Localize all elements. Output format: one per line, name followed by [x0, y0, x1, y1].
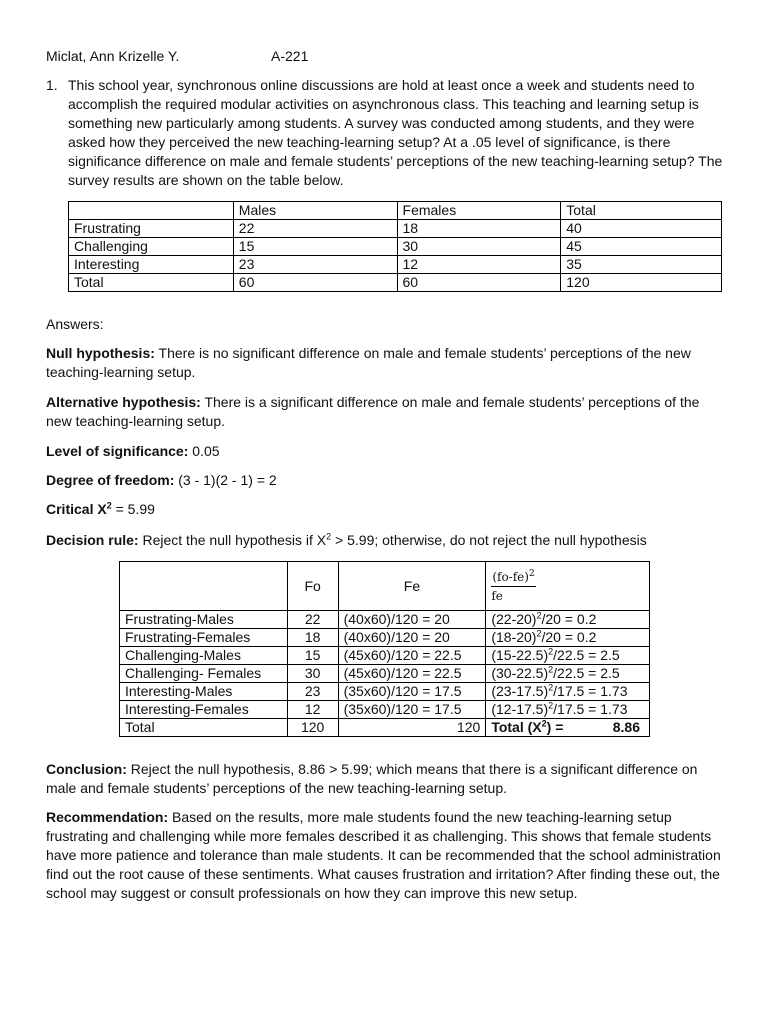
question-1 — [46, 76, 726, 190]
row-label: Frustrating-Females — [120, 629, 288, 647]
table-row — [120, 701, 650, 719]
calc-cell — [486, 647, 650, 665]
dof-value: (3 - 1)(2 - 1) = 2 — [174, 472, 277, 488]
survey-table-header-row — [69, 202, 722, 220]
level-of-significance — [46, 442, 726, 461]
recommendation-label: Recommendation: — [46, 809, 169, 825]
table-cell: Total — [69, 274, 234, 292]
total-x-label: Total (X — [491, 719, 542, 735]
fe-cell: (45x60)/120 = 22.5 — [338, 647, 486, 665]
table-cell: 45 — [561, 238, 722, 256]
formula-numerator: (fo-fe) — [492, 569, 529, 584]
calc-part: /17.5 = 1.73 — [553, 701, 628, 717]
calc-part: (23-17.5) — [491, 683, 549, 699]
calc-part: (30-22.5) — [491, 665, 549, 681]
table-cell: Frustrating — [69, 220, 234, 238]
section-code: A-221 — [271, 48, 309, 64]
fe-cell: (40x60)/120 = 20 — [338, 629, 486, 647]
fe-cell: (40x60)/120 = 20 — [338, 611, 486, 629]
critical-sup: 2 — [106, 500, 112, 511]
table-cell: 15 — [233, 238, 397, 256]
row-label: Interesting-Males — [120, 683, 288, 701]
calc-part: /22.5 = 2.5 — [553, 665, 620, 681]
alternative-hypothesis — [46, 393, 726, 431]
table-row — [120, 629, 650, 647]
table-row — [120, 683, 650, 701]
fe-cell: (45x60)/120 = 22.5 — [338, 665, 486, 683]
fo-cell: 15 — [287, 647, 338, 665]
question-number: 1. — [46, 77, 58, 93]
critical-value-text: = 5.99 — [111, 501, 155, 517]
chi-header-empty — [120, 562, 288, 611]
fo-cell: 12 — [287, 701, 338, 719]
fe-cell: (35x60)/120 = 17.5 — [338, 701, 486, 719]
table-cell: 23 — [233, 256, 397, 274]
table-cell: 120 — [561, 274, 722, 292]
level-value: 0.05 — [188, 443, 220, 459]
calc-sup: 2 — [548, 664, 554, 675]
answers-label: Answers: — [46, 316, 104, 332]
calc-cell — [486, 629, 650, 647]
chi-square-table — [119, 561, 650, 737]
calc-part: (18-20) — [491, 629, 537, 645]
fo-cell: 22 — [287, 611, 338, 629]
table-cell: 35 — [561, 256, 722, 274]
level-label: Level of significance: — [46, 443, 189, 459]
total-x-value: 8.86 — [612, 719, 640, 735]
survey-header-cell — [69, 202, 234, 220]
table-cell: 40 — [561, 220, 722, 238]
chi-total-row — [120, 719, 650, 737]
survey-header-cell: Total — [561, 202, 722, 220]
table-cell: Challenging — [69, 238, 234, 256]
table-cell: 60 — [397, 274, 561, 292]
alt-hypothesis-text: There is a significant difference on male and female students’ perceptions of the new teaching-learning setup. — [46, 394, 700, 429]
degree-of-freedom — [46, 471, 726, 490]
survey-table — [68, 201, 722, 292]
fo-cell: 23 — [287, 683, 338, 701]
fo-cell: 30 — [287, 665, 338, 683]
null-hypothesis-text: There is no significant difference on male and female students’ perceptions of the new teaching-learning setup. — [46, 345, 691, 380]
recommendation-text: Based on the results, more male students found the new teaching-learning setup frustrating and challenging while more females described it as challenging. This shows that female students have more patience and tolerance than male students. It can be recommended that the school administration find out the root cause of these sentiments. What causes frustration and irritation? After finding these out, the school may suggest or consult professionals on how they can improve this new setup. — [46, 809, 721, 901]
table-cell: 30 — [397, 238, 561, 256]
calc-cell — [486, 701, 650, 719]
total-label: Total — [120, 719, 288, 737]
table-row — [120, 647, 650, 665]
table-cell: Interesting — [69, 256, 234, 274]
table-row — [69, 256, 722, 274]
total-fo: 120 — [287, 719, 338, 737]
conclusion — [46, 760, 726, 798]
table-row — [69, 238, 722, 256]
table-cell: 18 — [397, 220, 561, 238]
calc-part: /20 = 0.2 — [541, 611, 597, 627]
calc-part: (22-20) — [491, 611, 537, 627]
calc-cell — [486, 611, 650, 629]
total-fe: 120 — [338, 719, 486, 737]
row-label: Interesting-Females — [120, 701, 288, 719]
decision-text-b: > 5.99; otherwise, do not reject the null hypothesis — [331, 532, 647, 548]
question-text: This school year, synchronous online discussions are hold at least once a week and students need to accomplish the required modular activities on asynchronous class. This teaching and learning setup is something new particularly among students. A survey was conducted among students, and they were asked how they perceived the new teaching-learning setup? At a .05 level of significance, is there significance difference on male and female students’ perceptions of the new teaching-learning setup? The survey results are shown on the table below. — [68, 77, 723, 188]
conclusion-label: Conclusion: — [46, 761, 127, 777]
formula-denominator: fe — [491, 588, 503, 603]
calc-part: /22.5 = 2.5 — [553, 647, 620, 663]
table-cell: 12 — [397, 256, 561, 274]
calc-sup: 2 — [548, 646, 554, 657]
row-label: Challenging-Males — [120, 647, 288, 665]
row-label: Challenging- Females — [120, 665, 288, 683]
calc-sup: 2 — [548, 682, 554, 693]
total-chi-square — [486, 719, 650, 737]
table-row — [69, 274, 722, 292]
decision-sup: 2 — [326, 531, 332, 542]
row-label: Frustrating-Males — [120, 611, 288, 629]
calc-part: (15-22.5) — [491, 647, 549, 663]
calc-sup: 2 — [548, 700, 554, 711]
critical-label: Critical X — [46, 501, 107, 517]
alt-hypothesis-label: Alternative hypothesis: — [46, 394, 201, 410]
calc-part: (12-17.5) — [491, 701, 549, 717]
calc-sup: 2 — [536, 610, 542, 621]
calc-sup: 2 — [536, 628, 542, 639]
fe-cell: (35x60)/120 = 17.5 — [338, 683, 486, 701]
fo-cell: 18 — [287, 629, 338, 647]
table-row — [120, 611, 650, 629]
recommendation — [46, 808, 726, 903]
fo-header: Fo — [287, 562, 338, 611]
formula-sup: 2 — [528, 568, 535, 579]
table-cell: 60 — [233, 274, 397, 292]
total-x-label-end: ) = — [546, 719, 564, 735]
chi-table-header-row — [120, 562, 650, 611]
table-cell: 22 — [233, 220, 397, 238]
dof-label: Degree of freedom: — [46, 472, 175, 488]
conclusion-text: Reject the null hypothesis, 8.86 > 5.99; which means that there is a significant difference on male and female students’ perceptions of the new teaching-learning setup. — [46, 761, 698, 796]
student-name: Miclat, Ann Krizelle Y. — [46, 48, 180, 64]
survey-header-cell: Males — [233, 202, 397, 220]
decision-rule — [46, 531, 726, 550]
null-hypothesis-label: Null hypothesis: — [46, 345, 155, 361]
formula-header — [486, 562, 650, 611]
table-row — [69, 220, 722, 238]
calc-cell — [486, 683, 650, 701]
survey-header-cell: Females — [397, 202, 561, 220]
fe-header: Fe — [338, 562, 486, 611]
calc-part: /20 = 0.2 — [541, 629, 597, 645]
decision-text-a: Reject the null hypothesis if X — [138, 532, 327, 548]
document-header — [46, 47, 646, 66]
decision-label: Decision rule: — [46, 532, 139, 548]
null-hypothesis — [46, 344, 726, 382]
calc-part: /17.5 = 1.73 — [553, 683, 628, 699]
total-x-sup: 2 — [541, 718, 547, 729]
table-row — [120, 665, 650, 683]
chi-formula — [491, 570, 535, 603]
calc-cell — [486, 665, 650, 683]
critical-value — [46, 500, 726, 519]
